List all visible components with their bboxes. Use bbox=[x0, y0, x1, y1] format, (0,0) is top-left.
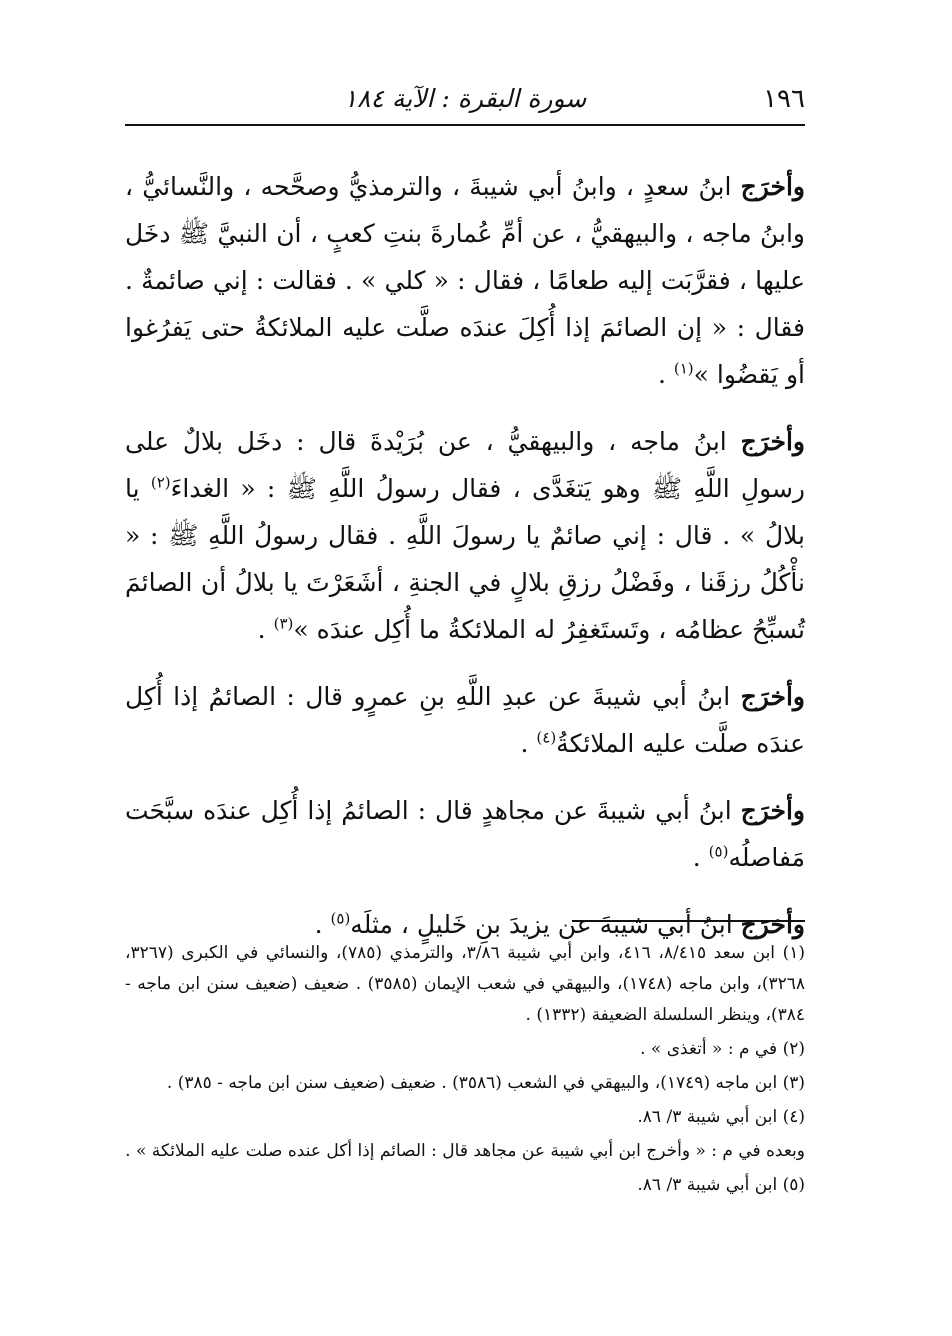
footnotes bbox=[125, 938, 805, 1204]
page-number: ١٩٦ bbox=[763, 84, 805, 114]
paragraph-text: ابنُ أبي شيبةَ عن مجاهدٍ قال : الصائمُ إذا أُكِل عندَه سبَّحَت مَفاصلُه bbox=[125, 796, 805, 872]
footnote-5: (٥) ابن أبي شيبة ٣/ ٨٦. bbox=[637, 1175, 805, 1195]
paragraph-lead: وأخرَج bbox=[740, 682, 805, 711]
footnote-4: (٤) ابن أبي شيبة ٣/ ٨٦. bbox=[637, 1107, 805, 1127]
footnote-marker: (٥) bbox=[708, 842, 729, 861]
paragraph-end: . bbox=[314, 910, 331, 939]
paragraph-text-continued: يا بلالُ » . قال : إني صائمٌ يا رسولَ اللَّهِ . فقال رسولُ اللَّهِ ﷺ : « نأْكُلُ رزقَنا ، وفَضْلُ رزقِ بلالٍ في الجنةِ ، أشَعَرْتَ يا بلالُ أن الصائمَ تُسبِّحُ عظامُه ، وتَستَغفِرُ له الملائكةُ ما أُكِل عندَه » bbox=[125, 474, 805, 644]
paragraph-text: ابنُ أبي شيبةَ عن يزيدَ بنِ خَليلٍ ، مثلَه bbox=[350, 910, 741, 939]
paragraph-2 bbox=[125, 418, 805, 653]
paragraph-lead: وأخرَج bbox=[740, 910, 805, 939]
paragraph-text: ابنُ ماجه ، والبيهقيُّ ، عن بُرَيْدةَ قال : دخَل بلالٌ على رسولِ اللَّهِ ﷺ وهو يَتغَدَّى ، فقال رسولُ اللَّهِ ﷺ : « الغداءَ bbox=[125, 427, 806, 503]
paragraph-1 bbox=[125, 163, 805, 398]
page-header bbox=[125, 82, 805, 122]
paragraph-end: . bbox=[692, 843, 709, 872]
main-text bbox=[125, 163, 805, 968]
footnote-2: (٢) في م : « أتغذى » . bbox=[640, 1039, 805, 1059]
paragraph-text: ابنُ سعدٍ ، وابنُ أبي شيبةَ ، والترمذيُّ وصحَّحه ، والنَّسائيُّ ، وابنُ ماجه ، والبيهقيُّ ، عن أمِّ عُمارةَ بنتِ كعبٍ ، أن النبيَّ ﷺ دخَل عليها ، فقرَّبَت إليه طعامًا ، فقال : « كلي » . فقالت : إني صائمةٌ . فقال : « إن الصائمَ إذا أُكِلَ عندَه صلَّت عليه الملائكةُ حتى يَفرُغوا أو يَقضُوا » bbox=[125, 172, 805, 389]
footnote-rule bbox=[572, 920, 805, 922]
footnote-marker: (٣) bbox=[273, 614, 294, 633]
paragraph-end: . bbox=[520, 729, 537, 758]
footnote-1: (١) ابن سعد ٨/٤١٥، ٤١٦، وابن أبي شيبة ٣/٨٦، والترمذي (٧٨٥)، والنسائي في الكبرى (٣٢٦٧، ٣٢٦٨)، وابن ماجه (١٧٤٨)، والبيهقي في شعب الإيمان (٣٥٨٥) . ضعيف (ضعيف سنن ابن ماجه - ٣٨٤)، وينظر السلسلة الضعيفة (١٣٣٢) . bbox=[125, 943, 806, 1025]
running-title: سورة البقرة : الآية ١٨٤ bbox=[343, 84, 587, 113]
footnote-variant-note: وبعده في م : « وأخرج ابن أبي شيبة عن مجاهد قال : الصائم إذا أكل عنده صلت عليه الملائكة » . bbox=[125, 1141, 805, 1161]
paragraph-lead: وأخرَج bbox=[740, 172, 805, 201]
paragraph-3 bbox=[125, 673, 805, 767]
footnote-marker: (٤) bbox=[536, 728, 557, 747]
footnote-marker: (٢) bbox=[150, 473, 171, 492]
paragraph-lead: وأخرَج bbox=[740, 796, 805, 825]
header-rule bbox=[125, 124, 805, 126]
paragraph-lead: وأخرَج bbox=[740, 427, 805, 456]
footnote-marker: (٥) bbox=[330, 909, 351, 928]
paragraph-end: . bbox=[257, 615, 274, 644]
footnote-3: (٣) ابن ماجه (١٧٤٩)، والبيهقي في الشعب (٣٥٨٦) . ضعيف (ضعيف سنن ابن ماجه - ٣٨٥) . bbox=[166, 1073, 805, 1093]
paragraph-4 bbox=[125, 787, 805, 881]
paragraph-text: ابنُ أبي شيبةَ عن عبدِ اللَّهِ بنِ عمرٍو قال : الصائمُ إذا أُكِل عندَه صلَّت عليه الملائكةُ bbox=[125, 682, 805, 758]
paragraph-end: . bbox=[657, 360, 674, 389]
footnote-marker: (١) bbox=[673, 359, 694, 378]
